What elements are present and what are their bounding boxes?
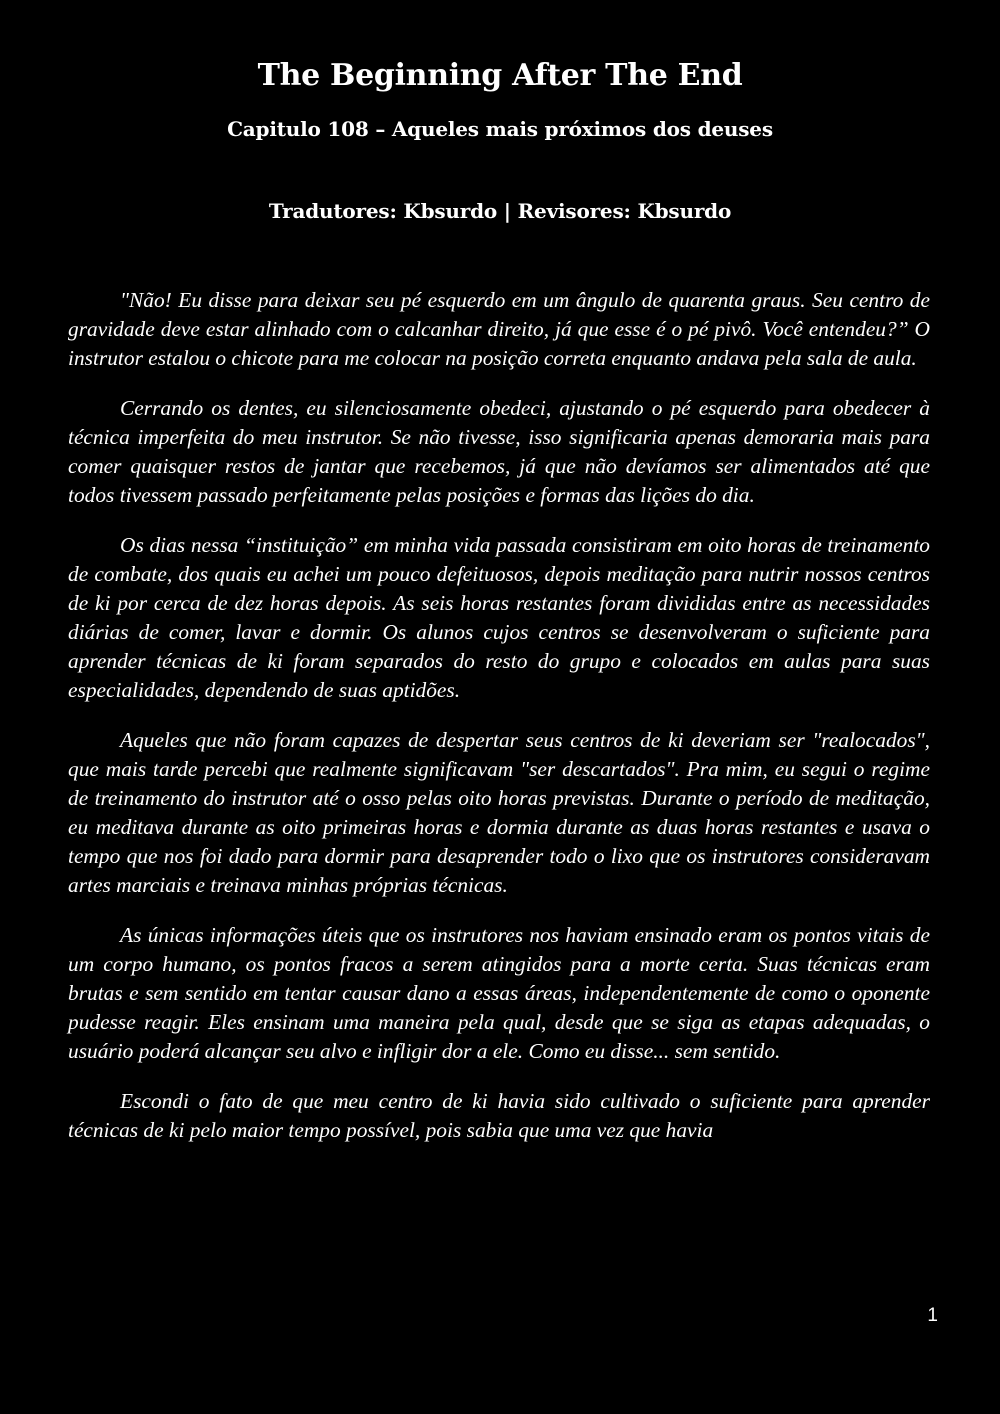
document-title: The Beginning After The End: [257, 58, 743, 93]
paragraph: Aqueles que não foram capazes de despertar seus centros de ki deveriam ser "realocados", que mais tarde percebi que realmente significavam "ser descartados". Pra mim, eu segui o regime de treinamento do instrutor até o osso pelas oito horas previstas. Durante o período de meditação, eu meditava durante as oito primeiras horas e dormia durante as duas horas restantes e usava o tempo que nos foi dado para dormir para desaprender todo o lixo que os instrutores consideravam artes marciais e treinava minhas próprias técnicas.: [68, 728, 930, 897]
paragraph: "Não! Eu disse para deixar seu pé esquerdo em um ângulo de quarenta graus. Seu centro de gravidade deve estar alinhado com o calcanhar direito, já que esse é o pé pivô. Você entendeu?” O instrutor estalou o chicote para me colocar na posição correta enquanto andava pela sala de aula.: [68, 288, 930, 370]
page-number: 1: [927, 1305, 938, 1326]
paragraph: As únicas informações úteis que os instrutores nos haviam ensinado eram os pontos vitais de um corpo humano, os pontos fracos a serem atingidos para a morte certa. Suas técnicas eram brutas e sem sentido em tentar causar dano a essas áreas, independentemente de como o oponente pudesse reagir. Eles ensinam uma maneira pela qual, desde que se siga as etapas adequadas, o usuário poderá alcançar seu alvo e infligir dor a ele. Como eu disse... sem sentido.: [68, 923, 930, 1063]
body-text: [68, 286, 930, 1166]
credits-line: Tradutores: Kbsurdo | Revisores: Kbsurdo: [268, 199, 732, 223]
chapter-subtitle: Capitulo 108 – Aqueles mais próximos dos deuses: [227, 117, 773, 141]
paragraph: Cerrando os dentes, eu silenciosamente obedeci, ajustando o pé esquerdo para obedecer à técnica imperfeita do meu instrutor. Se não tivesse, isso significaria apenas demoraria mais para comer quaisquer restos de jantar que recebemos, já que não devíamos ser alimentados até que todos tivessem passado perfeitamente pelas posições e formas das lições do dia.: [68, 396, 930, 507]
paragraph: Escondi o fato de que meu centro de ki havia sido cultivado o suficiente para aprender técnicas de ki pelo maior tempo possível, pois sabia que uma vez que havia: [68, 1089, 930, 1142]
paragraph: Os dias nessa “instituição” em minha vida passada consistiram em oito horas de treinamento de combate, dos quais eu achei um pouco defeituosos, depois meditação para nutrir nossos centros de ki por cerca de dez horas depois. As seis horas restantes foram divididas entre as necessidades diárias de comer, lavar e dormir. Os alunos cujos centros se desenvolveram o suficiente para aprender técnicas de ki foram separados do resto do grupo e colocados em aulas para suas especialidades, dependendo de suas aptidões.: [68, 533, 930, 702]
